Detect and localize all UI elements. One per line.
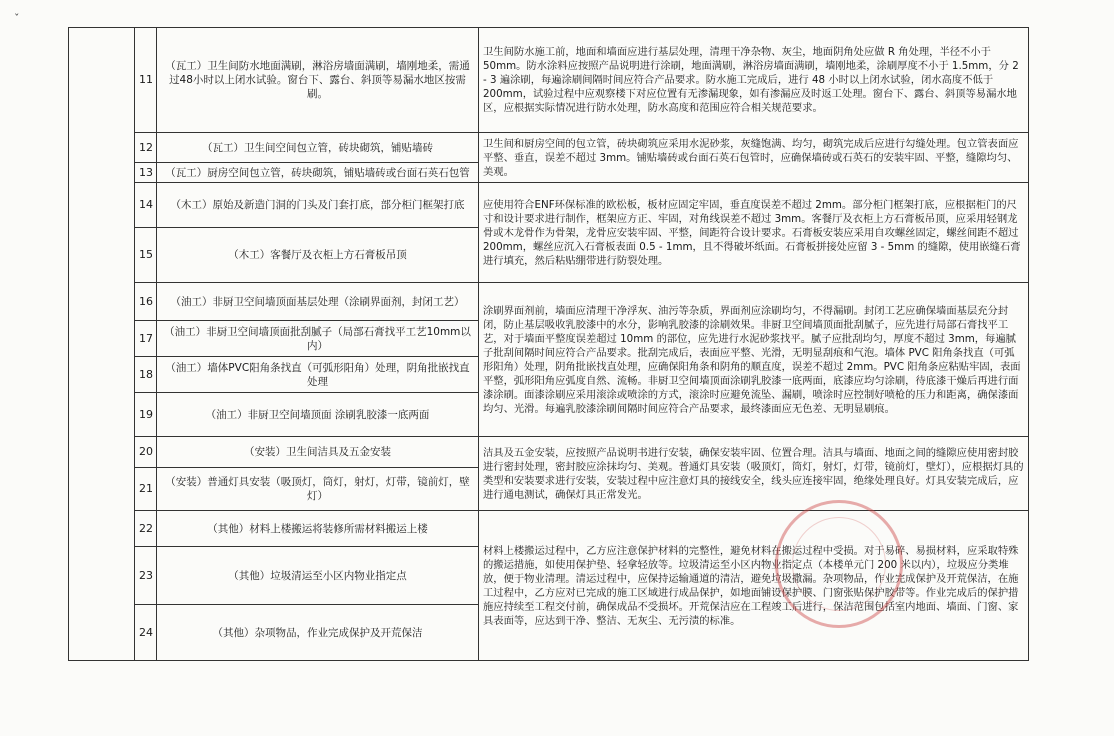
row-number: 11 <box>135 28 157 133</box>
blank-left-column <box>69 28 135 661</box>
standard-description: 卫生间和厨房空间的包立管，砖块砌筑应采用水泥砂浆，灰缝饱满、均匀，砌筑完成后应进行勾缝处理。包立管表面应平整、垂直，误差不超过 3mm。铺贴墙砖或台面石英石包管时，应确保墙砖或石英石的安装牢固、平整，缝隙均匀、美观。 <box>479 133 1029 183</box>
row-number: 19 <box>135 393 157 437</box>
page-corner-mark: ˇ <box>14 12 20 25</box>
work-item: （瓦工）卫生间空间包立管，砖块砌筑，铺贴墙砖 <box>157 133 479 163</box>
work-item: （木工）客餐厅及衣柜上方石膏板吊顶 <box>157 228 479 283</box>
work-item: （瓦工）厨房空间包立管，砖块砌筑，铺贴墙砖或台面石英石包管 <box>157 163 479 183</box>
work-item: （油工）非厨卫空间墙顶面 涂刷乳胶漆一底两面 <box>157 393 479 437</box>
work-item: （其他）垃圾清运至小区内物业指定点 <box>157 547 479 605</box>
standard-description: 洁具及五金安装，应按照产品说明书进行安装，确保安装牢固、位置合理。洁具与墙面、地面之间的缝隙应使用密封胶进行密封处理，密封胶应涂抹均匀、美观。普通灯具安装（吸顶灯，筒灯，射灯，灯带，镜前灯，壁灯），应根据灯具的类型和安装要求进行安装，安装过程中应注意灯具的接线安全，线头应连接牢固，绝缘处理良好。灯具安装完成后，应进行通电测试，确保灯具正常发光。 <box>479 437 1029 511</box>
table-row <box>69 437 1029 468</box>
row-number: 24 <box>135 605 157 661</box>
row-number: 23 <box>135 547 157 605</box>
work-item: （油工）非厨卫空间墙顶面批刮腻子（局部石膏找平工艺10mm以内） <box>157 321 479 357</box>
standard-description: 卫生间防水施工前，地面和墙面应进行基层处理，清理干净杂物、灰尘，地面阴角处应做 R 角处理，半径不小于 50mm。防水涂料应按照产品说明进行涂刷，地面满刷，淋浴房墙面满刷，墙刚地柔，涂刷厚度不小于 1.5mm，分 2 - 3 遍涂刷，每遍涂刷间隔时间应符合产品要求。防水施工完成后，进行 48 小时以上闭水试验，闭水高度不低于 200mm，试验过程中应观察楼下对应位置有无渗漏现象，如有渗漏应及时返工处理。窗台下、露台、斜顶等易漏水地区，应根据实际情况进行防水处理，防水高度和范围应符合相关规范要求。 <box>479 28 1029 133</box>
work-item: （油工）墙体PVC阳角条找直（可弧形阳角）处理，阴角批嵌找直处理 <box>157 357 479 393</box>
table-row <box>69 511 1029 547</box>
row-number: 17 <box>135 321 157 357</box>
work-item: （安装）卫生间洁具及五金安装 <box>157 437 479 468</box>
work-item: （安装）普通灯具安装（吸顶灯，筒灯，射灯，灯带，镜前灯，壁灯） <box>157 468 479 511</box>
row-number: 22 <box>135 511 157 547</box>
row-number: 15 <box>135 228 157 283</box>
standard-description: 涂刷界面剂前，墙面应清理干净浮灰、油污等杂质，界面剂应涂刷均匀，不得漏刷。封闭工艺应确保墙面基层充分封闭，防止基层吸收乳胶漆中的水分，影响乳胶漆的涂刷效果。非厨卫空间墙顶面批刮腻子，应先进行局部石膏找平工艺，对于墙面平整度误差超过 10mm 的部位，应先进行水泥砂浆找平。腻子应批刮均匀，厚度不超过 3mm，每遍腻子批刮间隔时间应符合产品要求。批刮完成后，表面应平整、光滑，无明显刮痕和气泡。墙体 PVC 阳角条找直（可弧形阳角）处理，阴角批嵌找直处理，应确保阳角条和阴角的顺直度，误差不超过 2mm。PVC 阳角条应粘贴牢固，表面平整，弧形阳角应弧度自然、流畅。非厨卫空间墙顶面涂刷乳胶漆一底两面，底漆应均匀涂刷，待底漆干燥后再进行面漆涂刷。面漆涂刷应采用滚涂或喷涂的方式，滚涂时应避免流坠、漏刷，喷涂时应控制好喷枪的压力和距离，确保漆面均匀、光滑。每遍乳胶漆涂刷间隔时间应符合产品要求，最终漆面应无色差、无明显刷痕。 <box>479 283 1029 437</box>
standard-description: 应使用符合ENF环保标准的欧松板，板材应固定牢固，垂直度误差不超过 2mm。部分柜门框架打底，应根据柜门的尺寸和设计要求进行制作，框架应方正、牢固，对角线误差不超过 3mm。客餐厅及衣柜上方石膏板吊顶，应采用轻钢龙骨或木龙骨作为骨架，龙骨应安装牢固、平整，间距符合设计要求。石膏板安装应采用自攻螺丝固定，螺丝间距不超过 200mm，螺丝应沉入石膏板表面 0.5 - 1mm，且不得破坏纸面。石膏板拼接处应留 3 - 5mm 的缝隙，使用嵌缝石膏进行填充，然后粘贴绷带进行防裂处理。 <box>479 183 1029 283</box>
table-row <box>69 133 1029 163</box>
table-row <box>69 28 1029 133</box>
standard-description: 材料上楼搬运过程中，乙方应注意保护材料的完整性，避免材料在搬运过程中受损。对于易碎、易损材料，应采取特殊的搬运措施，如使用保护垫、轻拿轻放等。垃圾清运至小区内物业指定点（本楼单元门 200 米以内），垃圾应分类堆放，便于物业清理。清运过程中，应保持运输通道的清洁，避免垃圾撒漏。杂项物品，作业完成保护及开荒保洁，在施工过程中，乙方应对已完成的施工区域进行成品保护，如地面铺设保护膜、门窗张贴保护胶带等。作业完成后的保护措施应持续至工程交付前，确保成品不受损坏。开荒保洁应在工程竣工后进行，保洁范围包括室内地面、墙面、门窗、家具表面等，应达到干净、整洁、无灰尘、无污渍的标准。 <box>479 511 1029 661</box>
table-row <box>69 283 1029 321</box>
row-number: 14 <box>135 183 157 228</box>
row-number: 13 <box>135 163 157 183</box>
row-number: 12 <box>135 133 157 163</box>
row-number: 16 <box>135 283 157 321</box>
table-row <box>69 183 1029 228</box>
row-number: 20 <box>135 437 157 468</box>
construction-spec-table <box>68 27 1029 661</box>
row-number: 18 <box>135 357 157 393</box>
work-item: （其他）材料上楼搬运将装修所需材料搬运上楼 <box>157 511 479 547</box>
row-number: 21 <box>135 468 157 511</box>
work-item: （油工）非厨卫空间墙顶面基层处理（涂刷界面剂，封闭工艺） <box>157 283 479 321</box>
work-item: （其他）杂项物品，作业完成保护及开荒保洁 <box>157 605 479 661</box>
work-item: （木工）原始及新造门洞的门头及门套打底，部分柜门框架打底 <box>157 183 479 228</box>
work-item: （瓦工）卫生间防水地面满刷，淋浴房墙面满刷，墙刚地柔，需通过48小时以上闭水试验。窗台下、露台、斜顶等易漏水地区按需刷。 <box>157 28 479 133</box>
